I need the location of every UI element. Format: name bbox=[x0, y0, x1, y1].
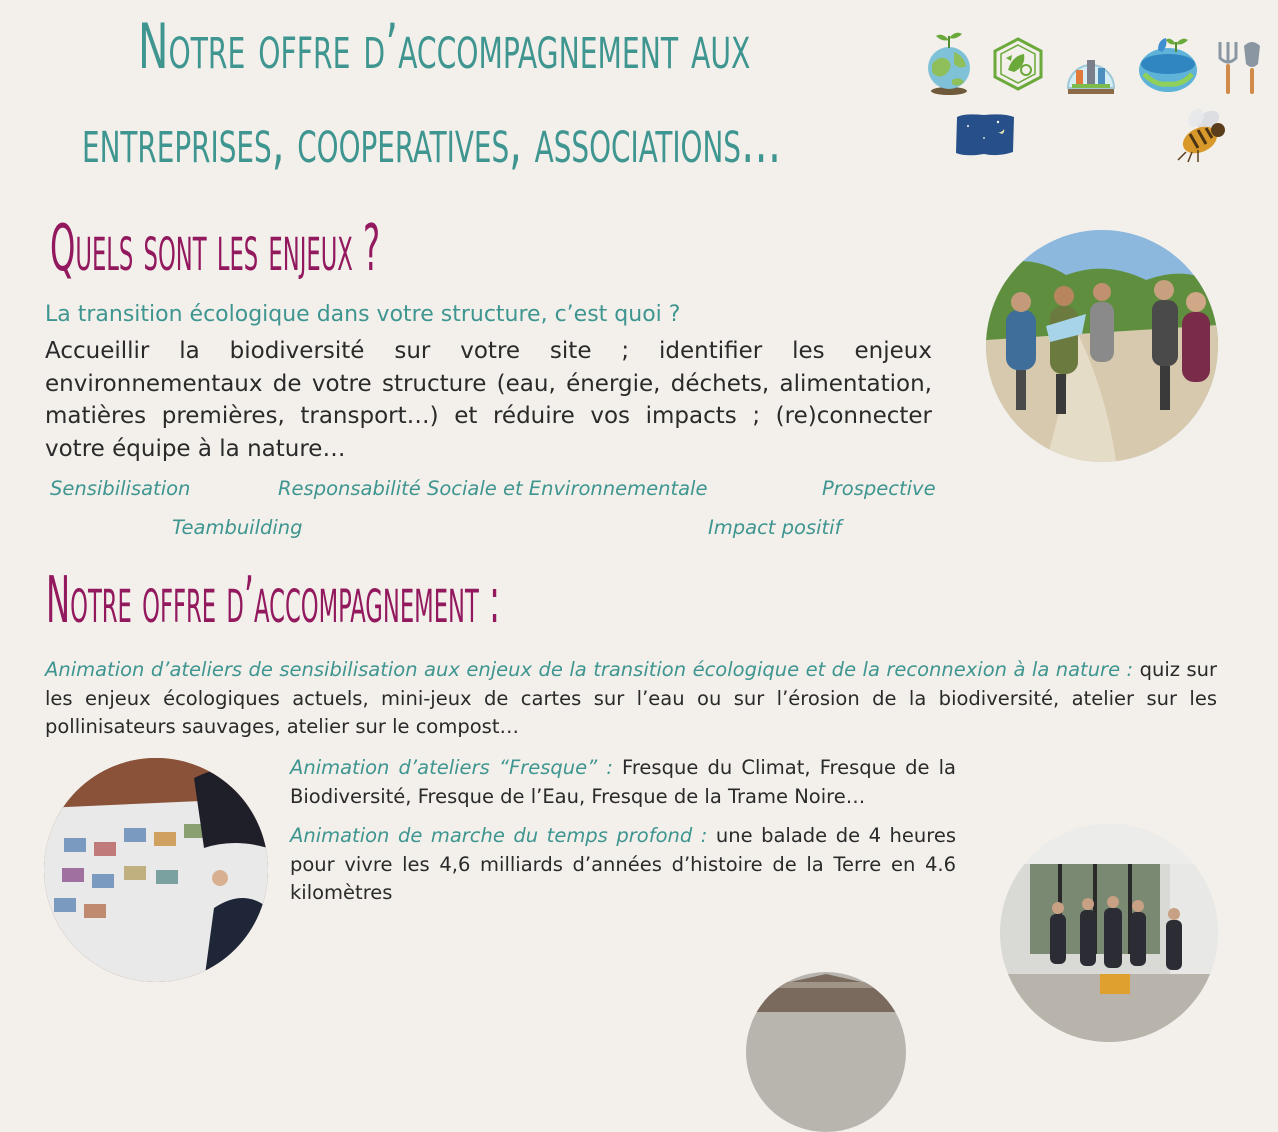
photo-building bbox=[746, 972, 906, 1132]
keyword-sensibilisation: Sensibilisation bbox=[50, 477, 191, 500]
offer-marche-text: une balade de 4 heures pour vivre les 4,6 milliards d’années d’histoire de la Terre en 4.6 kilomètres bbox=[290, 824, 956, 904]
page-title-line-2: entreprises, cooperatives, associations… bbox=[82, 104, 782, 177]
section-heading-enjeux: Quels sont les enjeux ? bbox=[50, 212, 381, 286]
page-title-line-1: Notre offre d’accompagnement aux bbox=[138, 10, 751, 83]
keyword-impact-positif: Impact positif bbox=[708, 516, 842, 539]
offer-sensibilisation-lead: Animation d’ateliers de sensibilisation aux enjeux de la transition écologique et de la reconnexion à la nature : bbox=[45, 658, 1134, 681]
garden-tools-icon bbox=[1216, 40, 1266, 96]
offer-fresque-text: Fresque du Climat, Fresque de la Biodiversité, Fresque de l’Eau, Fresque de la Trame Noire… bbox=[290, 756, 956, 808]
offer-marche bbox=[290, 822, 956, 908]
keyword-rse: Responsabilité Sociale et Environnementale bbox=[278, 477, 708, 500]
city-globe-icon bbox=[1062, 40, 1120, 96]
section-heading-offre: Notre offre d’accompagnement : bbox=[46, 564, 500, 638]
enjeux-paragraph: Accueillir la biodiversité sur votre site ; identifier les enjeux environnementaux de votre structure (eau, énergie, déchets, alimentation, matières premières, transport…) et réduire vos impacts ; (re)connecter votre équipe à la nature… bbox=[45, 338, 932, 462]
earth-plant-icon bbox=[924, 30, 974, 96]
offer-sensibilisation bbox=[45, 656, 1217, 742]
keyword-prospective: Prospective bbox=[822, 477, 936, 500]
section-subtitle: La transition écologique dans votre structure, c’est quoi ? bbox=[45, 302, 681, 327]
bee-icon bbox=[1168, 106, 1234, 164]
offer-fresque-lead: Animation d’ateliers “Fresque” : bbox=[290, 756, 613, 779]
photo-fresque-table bbox=[44, 758, 268, 982]
offer-marche-lead: Animation de marche du temps profond : bbox=[290, 824, 708, 847]
night-sky-icon bbox=[954, 112, 1016, 158]
water-world-icon bbox=[1136, 34, 1200, 94]
ecology-hexagon-icon bbox=[990, 36, 1046, 92]
keyword-teambuilding: Teambuilding bbox=[172, 516, 303, 539]
offer-fresque bbox=[290, 754, 956, 811]
offer-sensibilisation-text: quiz sur les enjeux écologiques actuels, mini-jeux de cartes sur l’eau ou sur l’érosion de la biodiversité, atelier sur les pollinisateurs sauvages, atelier sur le compost… bbox=[45, 658, 1217, 738]
photo-workshop-room bbox=[1000, 824, 1218, 1042]
photo-group-walk bbox=[986, 230, 1218, 462]
